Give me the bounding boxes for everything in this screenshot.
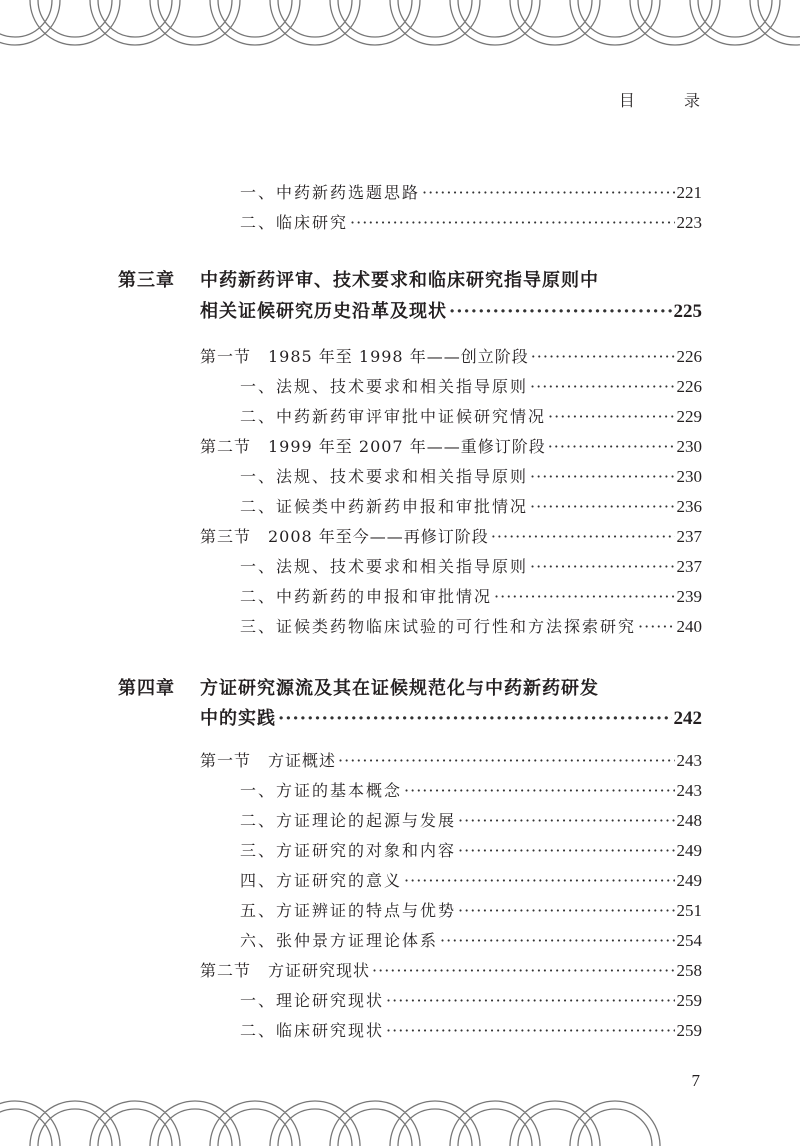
toc-item-page: 221 [676,183,702,202]
toc-item[interactable] [240,180,702,203]
toc-item-page: 248 [676,811,702,830]
dot-leader [491,527,675,546]
dot-leader [449,301,672,322]
toc-item[interactable] [240,614,702,637]
toc-item-title: 一、法规、技术要求和相关指导原则 [240,377,529,396]
dot-leader [372,961,674,980]
toc-item-title: 二、临床研究现状 [240,1021,385,1040]
toc-item[interactable] [240,374,702,397]
toc-item[interactable] [240,838,702,861]
toc-item-title: 一、方证的基本概念 [240,781,403,800]
toc-item[interactable] [240,464,702,487]
chapter-title: 相关证候研究历史沿革及现状 [200,301,447,322]
dot-leader [531,347,675,366]
toc-item-title: 六、张仲景方证理论体系 [240,931,439,950]
dot-leader [404,781,674,800]
toc-section[interactable] [200,344,702,367]
chapter-title-line2[interactable] [200,704,702,730]
dot-leader [338,751,674,770]
toc-item-title: 三、证候类药物临床试验的可行性和方法探索研究 [240,617,637,636]
toc-section-title: 第三节 2008 年至今——再修订阶段 [200,527,489,546]
toc-item-title: 二、临床研究 [240,213,349,232]
dot-leader [458,901,674,920]
toc-item-page: 223 [676,213,702,232]
toc-item[interactable] [240,868,702,891]
toc-item-page: 239 [676,587,702,606]
chapter-page: 242 [673,708,702,729]
running-header: 目 录 [618,91,722,110]
toc-item-page: 249 [676,871,702,890]
chapter-label: 第三章 [118,270,175,291]
page-number: 7 [691,1071,700,1090]
dot-leader [530,467,674,486]
toc-section-page: 243 [676,751,702,770]
toc-section[interactable] [200,434,702,457]
toc-item-page: 251 [676,901,702,920]
toc-item[interactable] [240,404,702,427]
toc-item-page: 236 [676,497,702,516]
dot-leader [350,213,674,232]
toc-section-title: 第二节 1999 年至 2007 年——重修订阶段 [200,437,546,456]
toc-item-title: 一、法规、技术要求和相关指导原则 [240,467,529,486]
toc-section-page: 226 [676,347,702,366]
dot-leader [440,931,674,950]
toc-section-page: 230 [676,437,702,456]
bottom-decorative-border [0,1072,800,1146]
dot-leader [458,841,674,860]
toc-item-page: 226 [676,377,702,396]
toc-item[interactable] [240,554,702,577]
toc-item-title: 四、方证研究的意义 [240,871,403,890]
toc-item-title: 二、证候类中药新药申报和审批情况 [240,497,529,516]
toc-item-page: 259 [676,1021,702,1040]
dot-leader [386,991,674,1010]
dot-leader [494,587,674,606]
toc-section[interactable] [200,748,702,771]
toc-item-page: 240 [676,617,702,636]
toc-item-title: 一、理论研究现状 [240,991,385,1010]
toc-item-page: 237 [676,557,702,576]
toc-item-page: 230 [676,467,702,486]
toc-item-page: 259 [676,991,702,1010]
toc-item-title: 一、中药新药选题思路 [240,183,421,202]
dot-leader [530,497,674,516]
chapter-page: 225 [673,301,702,322]
toc-item-title: 三、方证研究的对象和内容 [240,841,457,860]
toc-item-page: 243 [676,781,702,800]
dot-leader [458,811,674,830]
dot-leader [386,1021,674,1040]
chapter-title: 中的实践 [200,708,276,729]
toc-item-title: 二、中药新药审评审批中证候研究情况 [240,407,547,426]
toc-item[interactable] [240,808,702,831]
toc-section-page: 258 [676,961,702,980]
chapter-label: 第四章 [118,678,175,699]
toc-item-title: 五、方证辨证的特点与优势 [240,901,457,920]
dot-leader [422,183,674,202]
toc-item[interactable] [240,898,702,921]
dot-leader [638,617,674,636]
toc-item-title: 一、法规、技术要求和相关指导原则 [240,557,529,576]
toc-item[interactable] [240,494,702,517]
toc-item-page: 249 [676,841,702,860]
toc-item[interactable] [240,928,702,951]
toc-item[interactable] [240,584,702,607]
chapter-title-line1[interactable]: 方证研究源流及其在证候规范化与中药新药研发 [200,678,599,699]
toc-section[interactable] [200,524,702,547]
chapter-title-line2[interactable] [200,297,702,323]
dot-leader [404,871,674,890]
toc-section[interactable] [200,958,702,981]
dot-leader [548,437,675,456]
dot-leader [278,708,672,729]
toc-item-page: 229 [676,407,702,426]
toc-item-title: 二、中药新药的申报和审批情况 [240,587,493,606]
toc-section-title: 第一节 1985 年至 1998 年——创立阶段 [200,347,529,366]
toc-section-title: 第二节 方证研究现状 [200,961,371,980]
toc-item-title: 二、方证理论的起源与发展 [240,811,457,830]
toc-section-page: 237 [676,527,702,546]
toc-item[interactable] [240,988,702,1011]
toc-item[interactable] [240,1018,702,1041]
dot-leader [530,557,674,576]
chapter-title-line1[interactable]: 中药新药评审、技术要求和临床研究指导原则中 [200,270,599,291]
toc-item[interactable] [240,778,702,801]
toc-item-page: 254 [676,931,702,950]
toc-item[interactable] [240,210,702,233]
dot-leader [530,377,674,396]
toc-section-title: 第一节 方证概述 [200,751,337,770]
dot-leader [548,407,674,426]
